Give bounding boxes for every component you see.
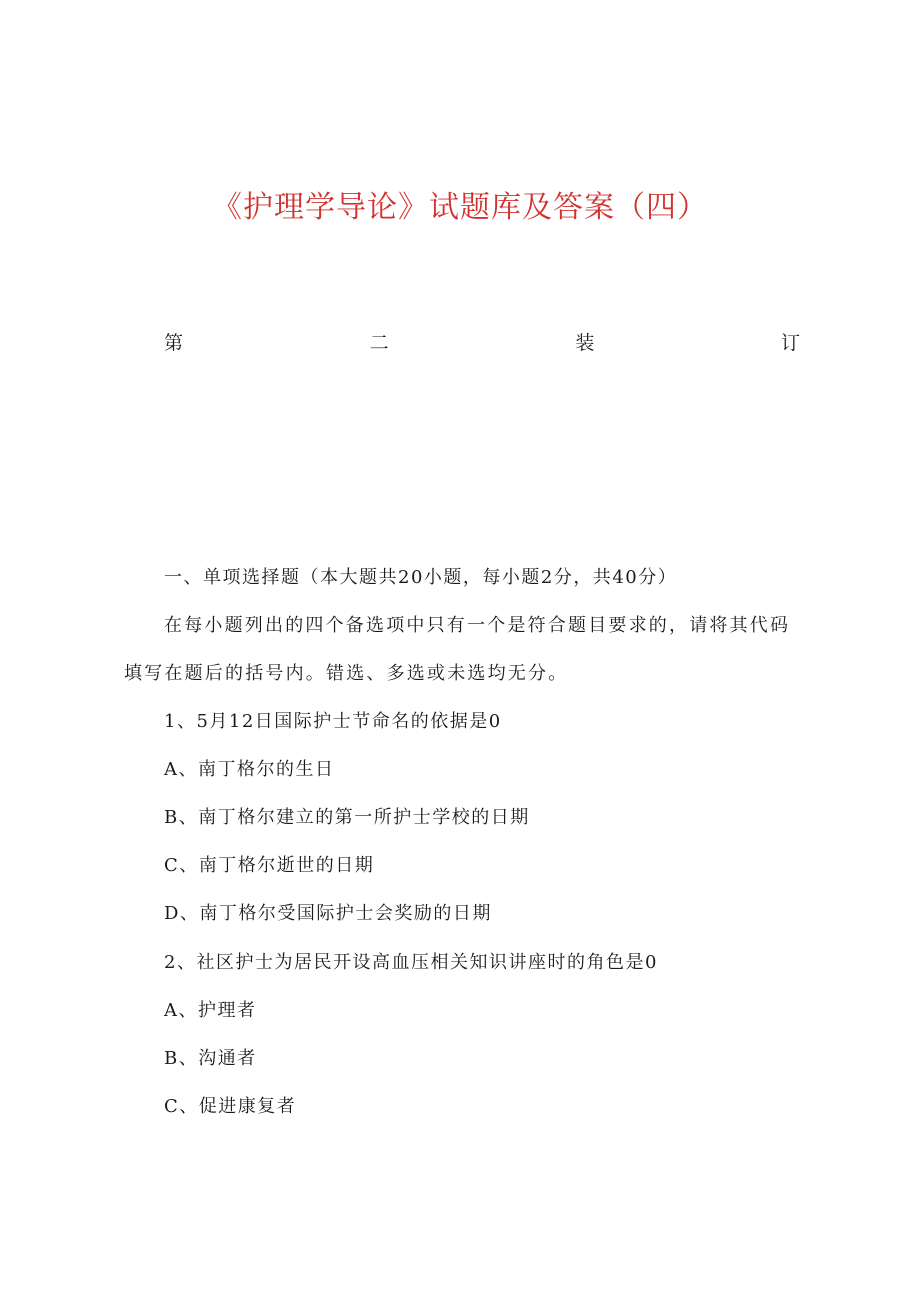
binding-char: 第 — [164, 332, 184, 354]
answer-option: B、沟通者 — [164, 1048, 257, 1069]
binding-margin-text — [164, 330, 800, 356]
binding-char: 二 — [369, 332, 389, 354]
binding-char: 装 — [575, 332, 595, 354]
instructions-paragraph: 在每小题列出的四个备选项中只有一个是符合题目要求的，请将其代码填写在题后的括号内。错选、多选或未选均无分。 — [124, 615, 791, 684]
answer-option: B、南丁格尔建立的第一所护士学校的日期 — [164, 807, 530, 828]
answer-option: A、护理者 — [164, 1000, 257, 1021]
question-stem: 2、社区护士为居民开设高血压相关知识讲座时的角色是0 — [164, 952, 658, 973]
section-heading: 一、单项选择题（本大题共20小题，每小题2分，共40分） — [164, 567, 678, 588]
answer-option: C、南丁格尔逝世的日期 — [164, 855, 375, 876]
answer-option: C、促进康复者 — [164, 1096, 297, 1117]
answer-option: D、南丁格尔受国际护士会奖励的日期 — [164, 903, 492, 924]
document-title: 《护理学导论》试题库及答案（四） — [212, 190, 708, 225]
binding-char: 订 — [780, 332, 800, 354]
question-stem: 1、5月12日国际护士节命名的依据是0 — [164, 711, 502, 732]
answer-option: A、南丁格尔的生日 — [164, 759, 335, 780]
